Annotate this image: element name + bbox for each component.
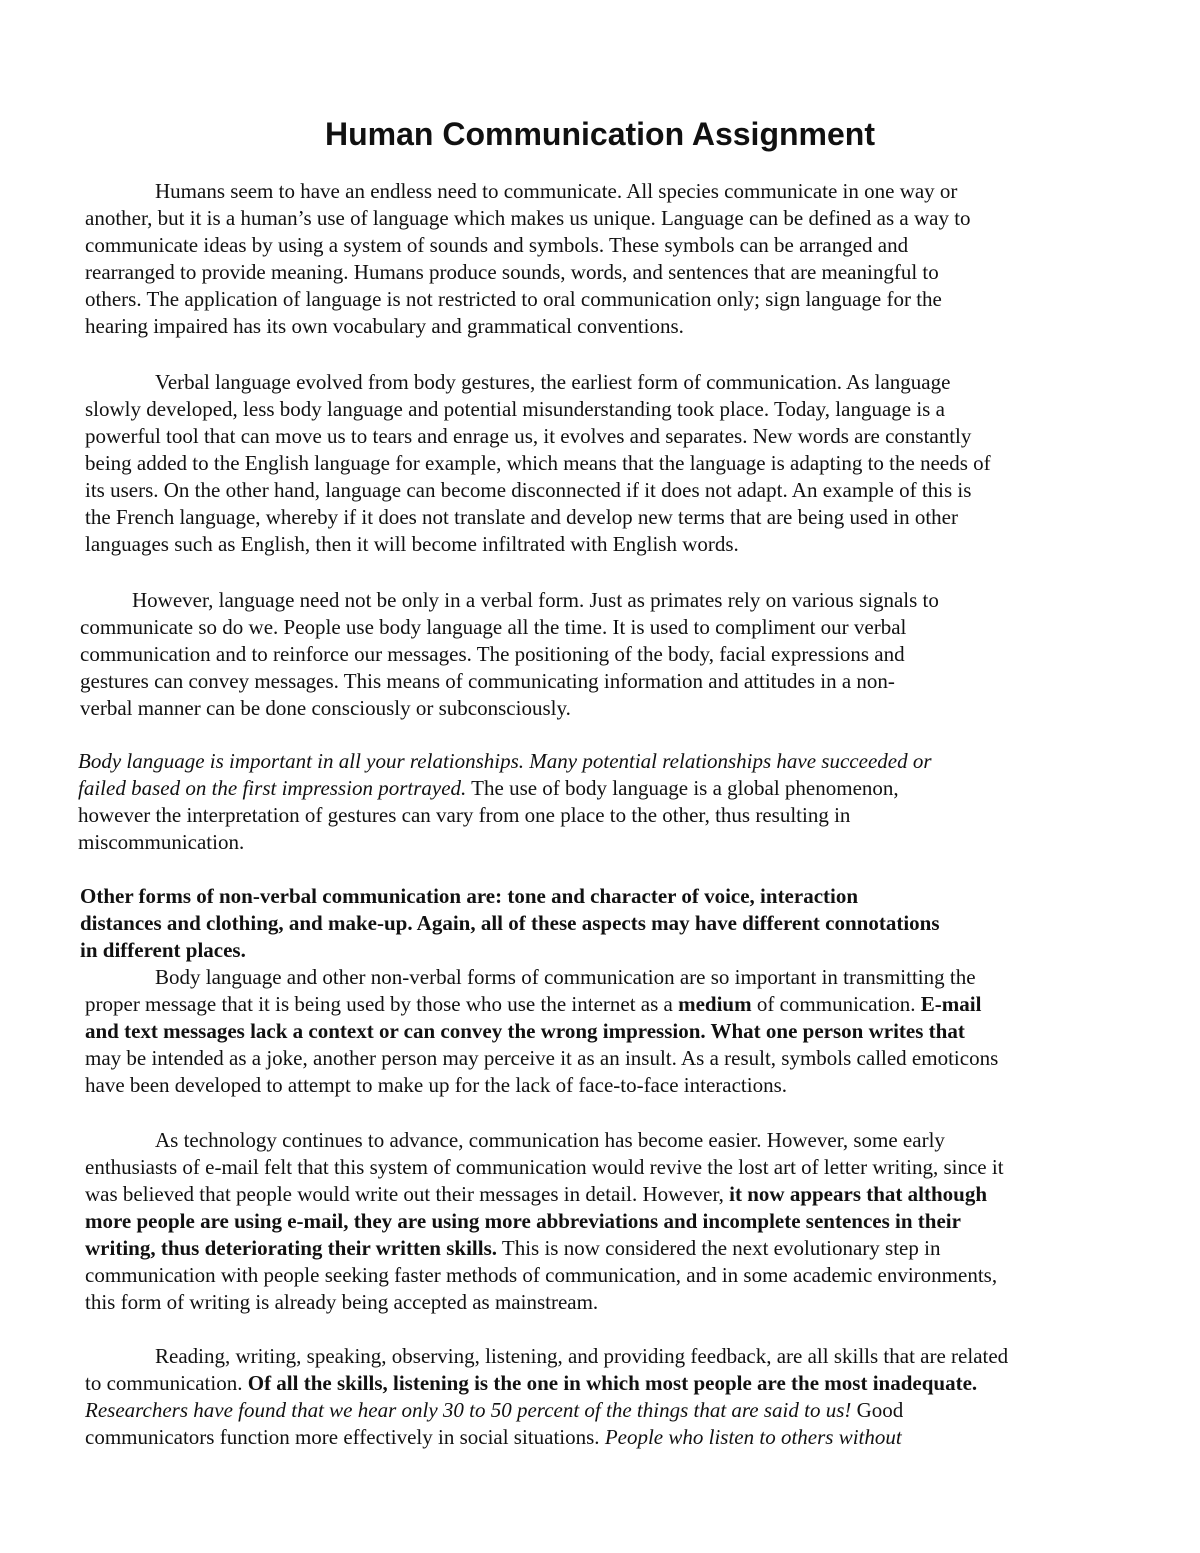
paragraph-line: communication and to reinforce our messages. The positioning of the body, facial expressions and: [80, 642, 905, 666]
paragraph-line: others. The application of language is not restricted to oral communication only; sign language for the: [85, 287, 942, 311]
paragraph-1: [85, 178, 971, 340]
bold-line: more people are using e-mail, they are using more abbreviations and incomplete sentences in their: [85, 1209, 961, 1233]
paragraph-line: powerful tool that can move us to tears and enrage us, it evolves and separates. New words are constantly: [85, 424, 972, 448]
paragraph-line: another, but it is a human’s use of language which makes us unique. Language can be defined as a way to: [85, 206, 971, 230]
paragraph-line: communication with people seeking faster methods of communication, and in some academic environments,: [85, 1263, 998, 1287]
italic-text: Researchers have found that we hear only 30 to 50 percent of the things that are said to us!: [85, 1398, 852, 1422]
bold-line: and text messages lack a context or can convey the wrong impression. What one person writes that: [85, 1019, 965, 1043]
mixed-line: [85, 1397, 1008, 1424]
paragraph-line: may be intended as a joke, another person may perceive it as an insult. As a result, symbols called emoticons: [85, 1046, 999, 1070]
bold-line: Other forms of non-verbal communication are: tone and character of voice, interaction: [80, 884, 859, 908]
paragraph-line: Reading, writing, speaking, observing, listening, and providing feedback, are all skills that are related: [155, 1344, 1009, 1368]
paragraph-2: [85, 369, 991, 558]
plain-text: of communication.: [751, 992, 921, 1016]
plain-text: communicators function more effectively in social situations.: [85, 1425, 605, 1449]
document-title: Human Communication Assignment: [325, 116, 875, 152]
paragraph-5: [80, 883, 998, 1099]
bold-text: medium: [678, 992, 752, 1016]
bold-text: E-mail: [920, 992, 982, 1016]
paragraph-line: As technology continues to advance, communication has become easier. However, some early: [155, 1128, 945, 1152]
paragraph-line: communicate ideas by using a system of sounds and symbols. These symbols can be arranged and: [85, 233, 909, 257]
plain-text: to communication.: [85, 1371, 248, 1395]
paragraph-7: [85, 1343, 1008, 1451]
mixed-line: [78, 775, 932, 802]
paragraph-line: Body language and other non-verbal forms of communication are so important in transmitting the: [155, 965, 976, 989]
mixed-line: [85, 1370, 1008, 1397]
plain-text: was believed that people would write out their messages in detail. However,: [85, 1182, 730, 1206]
bold-line: distances and clothing, and make-up. Again, all of these aspects may have different connotations: [80, 911, 940, 935]
mixed-line: [85, 1235, 1004, 1262]
italic-text: People who listen to others without: [604, 1425, 902, 1449]
paragraph-line: the French language, whereby if it does not translate and develop new terms that are being used in other: [85, 505, 958, 529]
paragraph-line: however the interpretation of gestures can vary from one place to the other, thus resulting in: [78, 803, 851, 827]
mixed-line: [80, 991, 998, 1018]
paragraph-line: its users. On the other hand, language can become disconnected if it does not adapt. An example of this is: [85, 478, 972, 502]
paragraph-line: hearing impaired has its own vocabulary and grammatical conventions.: [85, 314, 684, 338]
italic-text: failed based on the first impression portrayed.: [78, 776, 467, 800]
paragraph-line: communicate so do we. People use body language all the time. It is used to compliment our verbal: [80, 615, 907, 639]
bold-text: writing, thus deteriorating their written skills.: [85, 1236, 498, 1260]
paragraph-line: have been developed to attempt to make up for the lack of face-to-face interactions.: [85, 1073, 788, 1097]
paragraph-line: being added to the English language for example, which means that the language is adapting to the needs of: [85, 451, 991, 475]
plain-text: This is now considered the next evolutionary step in: [497, 1236, 941, 1260]
bold-line: in different places.: [80, 938, 246, 962]
bold-text: Of all the skills, listening is the one in which most people are the most inadequate.: [247, 1371, 978, 1395]
plain-text: proper message that it is being used by those who use the internet as a: [85, 992, 679, 1016]
plain-text: Good: [851, 1398, 904, 1422]
bold-text: it now appears that although: [729, 1182, 988, 1206]
mixed-line: [85, 1424, 1008, 1451]
paragraph-line: miscommunication.: [78, 830, 245, 854]
paragraph-line: slowly developed, less body language and potential misunderstanding took place. Today, language is a: [85, 397, 945, 421]
paragraph-line: verbal manner can be done consciously or subconsciously.: [80, 696, 571, 720]
italic-line: Body language is important in all your relationships. Many potential relationships have succeeded or: [78, 749, 932, 773]
paragraph-line: languages such as English, then it will become infiltrated with English words.: [85, 532, 739, 556]
paragraph-line: this form of writing is already being accepted as mainstream.: [85, 1290, 599, 1314]
paragraph-line: However, language need not be only in a verbal form. Just as primates rely on various signals to: [132, 588, 939, 612]
paragraph-line: rearranged to provide meaning. Humans produce sounds, words, and sentences that are meaningful to: [85, 260, 939, 284]
plain-text: The use of body language is a global phenomenon,: [466, 776, 899, 800]
paragraph-line: enthusiasts of e-mail felt that this system of communication would revive the lost art of letter writing, since it: [85, 1155, 1004, 1179]
paragraph-line: Verbal language evolved from body gestures, the earliest form of communication. As language: [155, 370, 951, 394]
mixed-line: [85, 1181, 1004, 1208]
paragraph-3: [80, 587, 939, 722]
paragraph-4: [78, 748, 932, 856]
paragraph-line: gestures can convey messages. This means of communicating information and attitudes in a non-: [80, 669, 895, 693]
paragraph-6: [85, 1127, 1004, 1316]
paragraph-line: Humans seem to have an endless need to communicate. All species communicate in one way or: [155, 179, 958, 203]
